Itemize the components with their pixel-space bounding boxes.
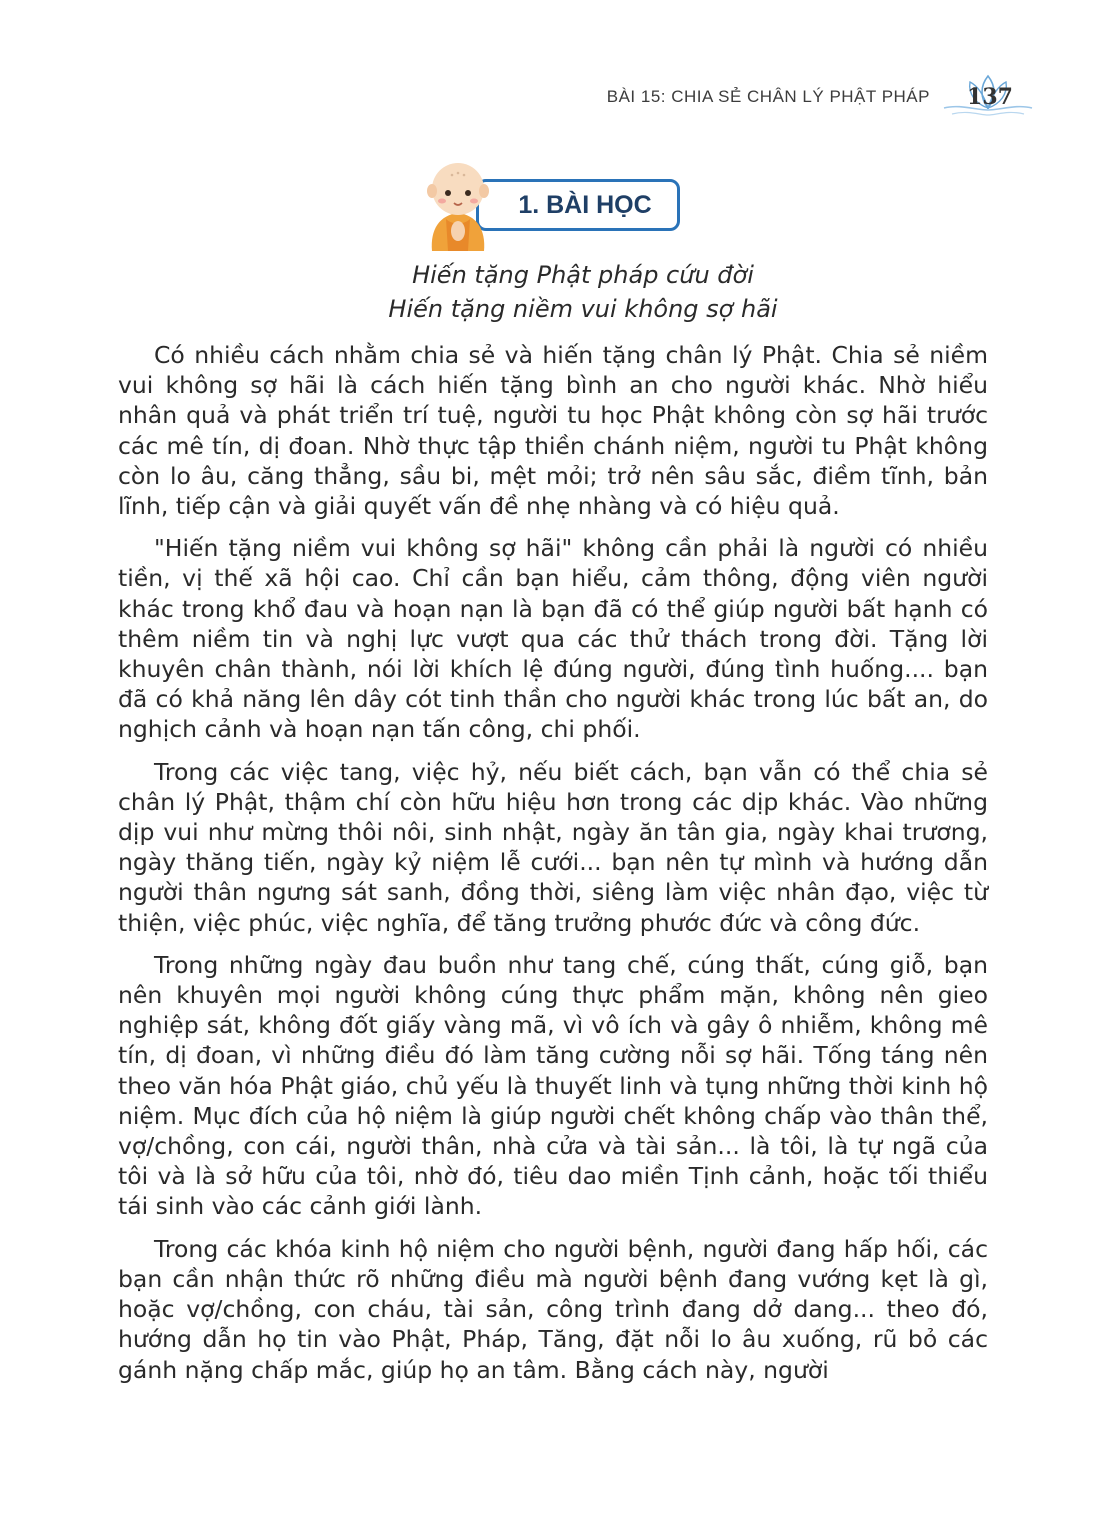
verse-line: Hiến tặng Phật pháp cứu đời [412,261,754,289]
page-header [607,74,1036,120]
section-banner [418,155,688,255]
paragraph: Trong các khóa kinh hộ niệm cho người bệnh, người đang hấp hối, các bạn cần nhận thức rõ những điều mà người bệnh đang vướng kẹt là gì, hoặc vợ/chồng, con cháu, tài sản, công trình đang dở dang... theo đó, hướng dẫn họ tin vào Phật, Pháp, Tăng, đặt nỗi lo âu xuống, rũ bỏ các gánh nặng chấp mắc, giúp họ an tâm. Bằng cách này, người [118,1234,988,1384]
section-heading-box [476,179,680,231]
paragraph: "Hiến tặng niềm vui không sợ hãi" không cần phải là người có nhiều tiền, vị thế xã hội cao. Chỉ cần bạn hiểu, cảm thông, động viên người khác trong khổ đau và hoạn nạn là bạn đã có thể giúp người bất hạnh có thêm niềm tin và nghị lực vượt qua các thử thách trong đời. Tặng lời khuyên chân thành, nói lời khích lệ đúng người, đúng tình huống.... bạn đã có khả năng lên dây cót tinh thần cho người khác trong lúc bất an, do nghịch cảnh và hoạn nạn tấn công, chi phối. [118,534,988,744]
body-text [118,340,988,1397]
verse-line: Hiến tặng niềm vui không sợ hãi [388,295,778,323]
paragraph: Trong những ngày đau buồn như tang chế, cúng thất, cúng giỗ, bạn nên khuyên mọi người không cúng thực phẩm mặn, không nên gieo nghiệp sát, không đốt giấy vàng mã, vì vô ích và gây ô nhiễm, không mê tín, dị đoan, vì những điều đó làm tăng cường nỗi sợ hãi. Tống táng nên theo văn hóa Phật giáo, chủ yếu là thuyết linh và tụng những thời kinh hộ niệm. Mục đích của hộ niệm là giúp người chết không chấp vào thân thể, vợ/chồng, con cái, người thân, nhà cửa và tài sản... là tôi, là tự ngã của tôi và là sở hữu của tôi, nhờ đó, tiêu dao miền Tịnh cảnh, hoặc tối thiểu tái sinh vào các cảnh giới lành. [118,950,988,1221]
paragraph: Trong các việc tang, việc hỷ, nếu biết cách, bạn vẫn có thể chia sẻ chân lý Phật, thậm chí còn hữu hiệu hơn trong các dịp khác. Vào những dịp vui như mừng thôi nôi, sinh nhật, ngày ăn tân gia, ngày khai trương, ngày thăng tiến, ngày kỷ niệm lễ cưới... bạn nên tự mình và hướng dẫn người thân ngưng sát sanh, đồng thời, siêng làm việc nhân đạo, việc từ thiện, việc phúc, việc nghĩa, để tăng trưởng phước đức và công đức. [118,757,988,937]
paragraph: Có nhiều cách nhằm chia sẻ và hiến tặng chân lý Phật. Chia sẻ niềm vui không sợ hãi là cách hiến tặng bình an cho người khác. Nhờ hiểu nhân quả và phát triển trí tuệ, người tu học Phật không còn sợ hãi trước các mê tín, dị đoan. Nhờ thực tập thiền chánh niệm, người tu Phật không còn lo âu, căng thẳng, sầu bi, mệt mỏi; trở nên sâu sắc, điềm tĩnh, bản lĩnh, tiếp cận và giải quyết vấn đề nhẹ nhàng và có hiệu quả. [118,341,988,521]
chapter-title: BÀI 15: CHIA SẺ CHÂN LÝ PHẬT PHÁP [606,87,930,106]
page-number: 137 [967,84,1013,110]
verse-block [0,258,1106,326]
page-number-badge [940,74,1036,120]
monk-icon [418,155,498,251]
section-heading: 1. BÀI HỌC [518,190,652,219]
